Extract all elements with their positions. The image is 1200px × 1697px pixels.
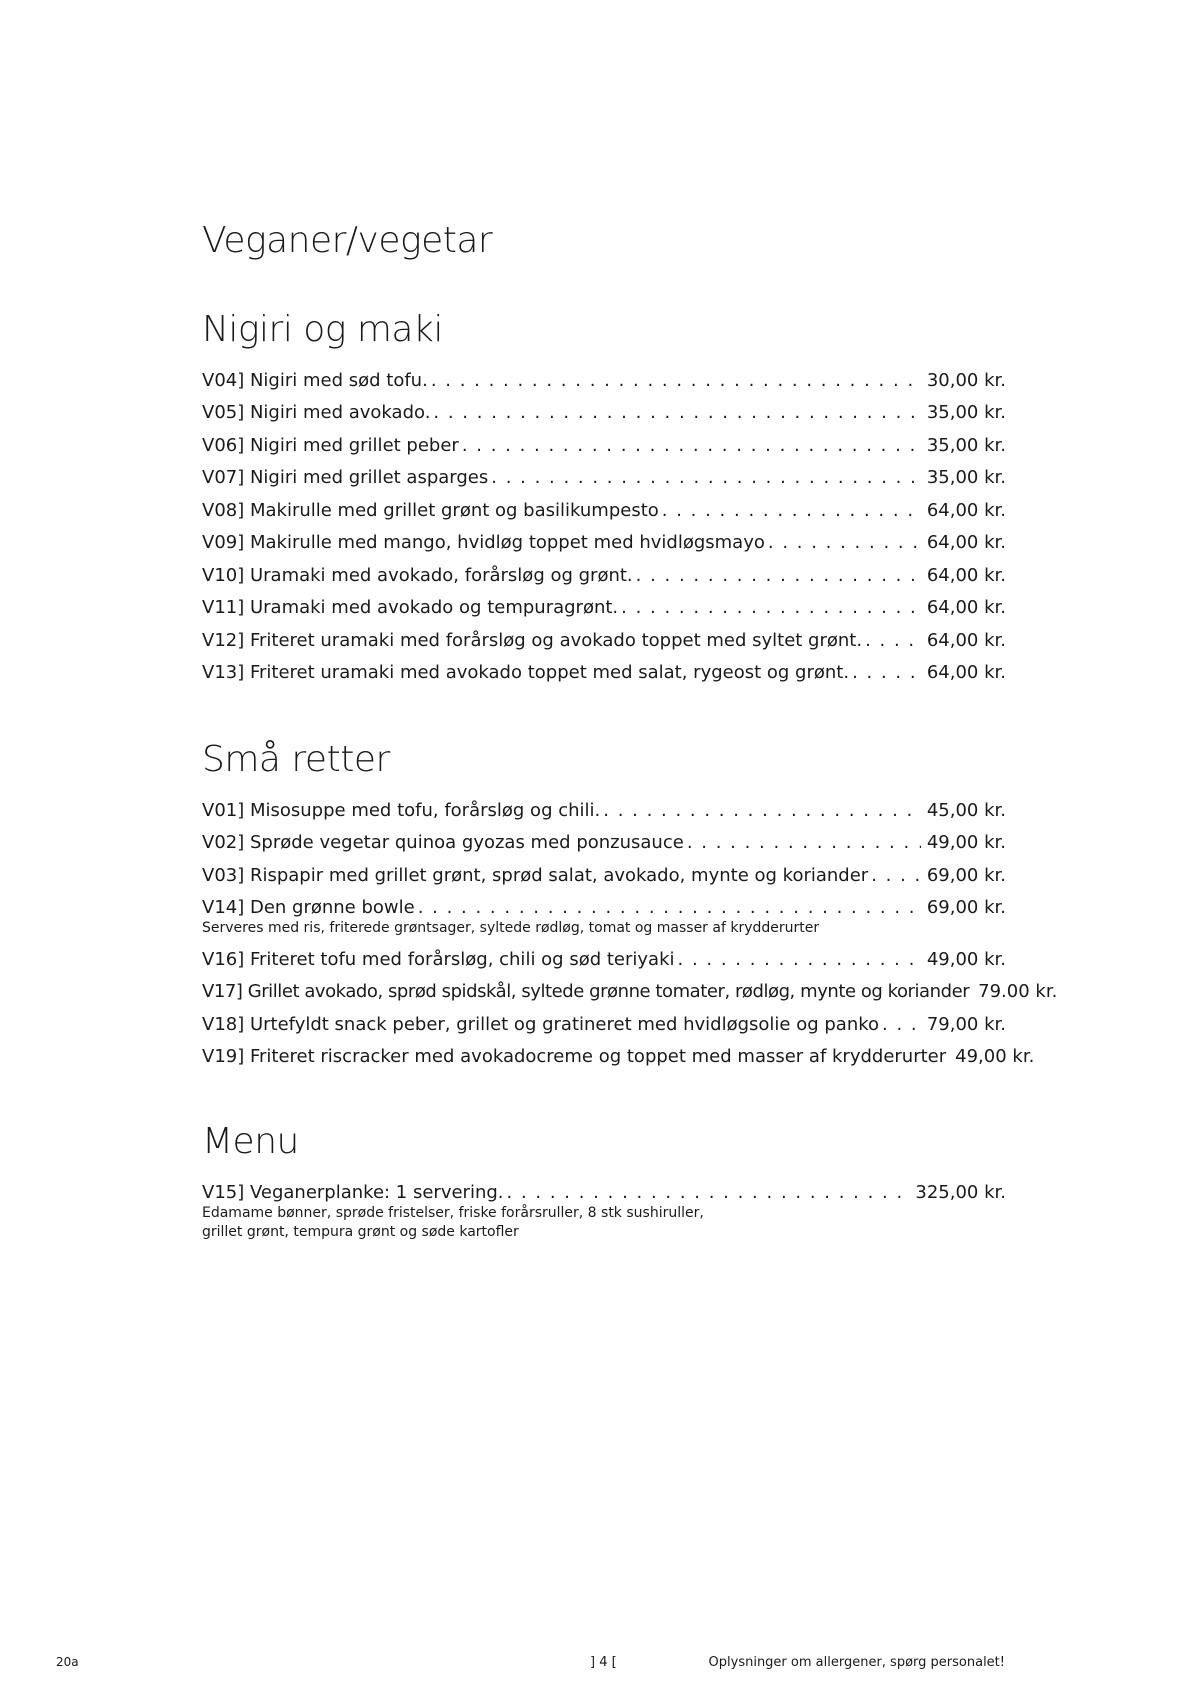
- item-price: 49,00 kr.: [926, 832, 1006, 853]
- menu-item: [202, 1035, 1035, 1068]
- menu-item: [202, 1170, 1006, 1241]
- item-price: 64,00 kr.: [926, 499, 1006, 521]
- item-price: 69,00 kr.: [926, 864, 1006, 886]
- menu-item: [202, 456, 1006, 489]
- item-name: V11] Uramaki med avokado og tempuragrønt.: [202, 597, 619, 618]
- item-price: 64,00 kr.: [926, 532, 1006, 553]
- page-title: Veganer/vegetar: [202, 220, 493, 261]
- menu-item: [202, 586, 1006, 619]
- menu-item: [202, 937, 1006, 970]
- section-heading: Menu: [202, 1121, 299, 1162]
- item-price: 64,00 kr.: [926, 564, 1006, 586]
- item-price: 64,00 kr.: [926, 597, 1006, 618]
- dot-leader: [946, 1046, 949, 1067]
- section-menu: [202, 1120, 1006, 1241]
- item-name: V04] Nigiri med sød tofu.: [202, 369, 428, 391]
- menu-item: [202, 970, 1058, 1003]
- allergen-note: Oplysninger om allergener, spørg personalet!: [708, 1655, 1005, 1670]
- dot-leader: [488, 467, 921, 488]
- item-price: 35,00 kr.: [926, 467, 1006, 488]
- dot-leader: [684, 832, 921, 853]
- item-name: V17] Grillet avokado, sprød spidskål, syltede grønne tomater, rødløg, mynte og koriander: [202, 981, 970, 1002]
- item-name: V08] Makirulle med grillet grønt og basilikumpesto: [202, 499, 659, 521]
- menu-item: [202, 391, 1006, 424]
- item-price: 79.00 kr.: [978, 981, 1058, 1002]
- footer-code: 20a: [56, 1655, 79, 1669]
- item-name: V13] Friteret uramaki med avokado toppet med salat, rygeost og grønt.: [202, 662, 850, 683]
- item-price: 64,00 kr.: [926, 662, 1006, 683]
- menu-item: [202, 1002, 1006, 1035]
- item-name: V12] Friteret uramaki med forårsløg og avokado toppet med syltet grønt.: [202, 629, 863, 651]
- item-name: V18] Urtefyldt snack peber, grillet og gratineret med hvidløgsolie og panko: [202, 1013, 880, 1035]
- item-name: V09] Makirulle med mango, hvidløg toppet med hvidløgsmayo: [202, 532, 765, 553]
- menu-item: [202, 423, 1006, 456]
- dot-leader: [862, 630, 921, 651]
- dot-leader: [633, 565, 921, 586]
- dot-leader: [879, 1014, 921, 1035]
- menu-item: [202, 788, 1006, 821]
- item-description: Serveres med ris, friterede grøntsager, syltede rødløg, tomat og masser af krydderurter: [202, 920, 820, 936]
- dot-leader: [415, 897, 921, 918]
- menu-item: [202, 521, 1006, 554]
- item-name: V05] Nigiri med avokado.: [202, 402, 431, 423]
- item-name: V19] Friteret riscracker med avokadocreme og toppet med masser af krydderurter: [202, 1046, 947, 1067]
- item-description: Edamame bønner, sprøde fristelser, friske forårsruller, 8 stk sushiruller,: [202, 1204, 704, 1221]
- item-name: V01] Misosuppe med tofu, forårsløg og chili.: [202, 799, 601, 821]
- menu-item: [202, 853, 1006, 886]
- section-heading: Nigiri og maki: [202, 309, 443, 350]
- menu-item: [202, 488, 1006, 521]
- item-price: 35,00 kr.: [926, 434, 1006, 456]
- dot-leader: [765, 532, 921, 553]
- item-name: V10] Uramaki med avokado, forårsløg og grønt.: [202, 564, 633, 586]
- menu-item: [202, 821, 1006, 854]
- item-name: V14] Den grønne bowle: [202, 897, 415, 918]
- item-price: 49,00 kr.: [926, 948, 1006, 970]
- dot-leader: [659, 500, 921, 521]
- item-price: 30,00 kr.: [926, 369, 1006, 391]
- item-name: V03] Rispapir med grillet grønt, sprød salat, avokado, mynte og koriander: [202, 864, 869, 886]
- menu-item: [202, 553, 1006, 586]
- section-sma-retter: [202, 738, 1058, 1067]
- page-number: ] 4 [: [590, 1655, 617, 1670]
- item-price: 49,00 kr.: [955, 1046, 1035, 1067]
- dot-leader: [675, 949, 921, 970]
- dot-leader: [868, 865, 921, 886]
- menu-item: [202, 651, 1006, 684]
- item-name: V16] Friteret tofu med forårsløg, chili og sød teriyaki: [202, 948, 675, 970]
- item-description: grillet grønt, tempura grønt og søde kartofler: [202, 1223, 519, 1240]
- item-price: 325,00 kr.: [915, 1181, 1006, 1203]
- section-nigiri-og-maki: [202, 308, 1006, 683]
- dot-leader: [849, 662, 921, 683]
- menu-item: [202, 618, 1006, 651]
- item-name: V06] Nigiri med grillet peber: [202, 434, 459, 456]
- item-price: 64,00 kr.: [926, 629, 1006, 651]
- item-price: 79,00 kr.: [926, 1013, 1006, 1035]
- dot-leader: [430, 402, 920, 423]
- item-name: V15] Veganerplanke: 1 servering.: [202, 1181, 504, 1203]
- dot-leader: [600, 800, 921, 821]
- menu-item: [202, 886, 1006, 938]
- dot-leader: [428, 370, 921, 391]
- dot-leader: [969, 981, 972, 1002]
- dot-leader: [504, 1182, 910, 1203]
- menu-item: [202, 358, 1006, 391]
- dot-leader: [618, 597, 921, 618]
- item-price: 35,00 kr.: [926, 402, 1006, 423]
- dot-leader: [459, 435, 921, 456]
- item-name: V02] Sprøde vegetar quinoa gyozas med ponzusauce: [202, 832, 684, 853]
- section-heading: Små retter: [202, 739, 390, 780]
- item-price: 69,00 kr.: [926, 897, 1006, 918]
- item-price: 45,00 kr.: [926, 799, 1006, 821]
- item-name: V07] Nigiri med grillet asparges: [202, 467, 489, 488]
